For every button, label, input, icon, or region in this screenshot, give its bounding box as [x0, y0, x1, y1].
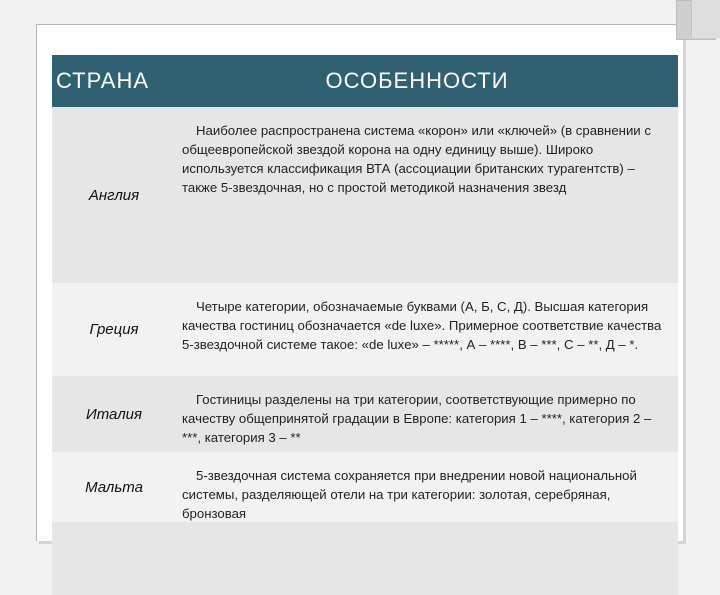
table-row — [52, 376, 678, 452]
table-row-empty — [52, 522, 678, 595]
features-text: Гостиницы разделены на три категории, соответствующие примерно по качеству общепринятой градации в Европе: категория 1 – ****, категория 2 – ***, категория 3 – ** — [182, 392, 652, 445]
hotel-classification-table — [52, 55, 678, 595]
header-features: ОСОБЕННОСТИ — [325, 68, 509, 93]
table-row — [52, 452, 678, 522]
features-cell — [176, 283, 678, 376]
country-name: Италия — [85, 405, 143, 423]
empty-cell — [176, 522, 678, 595]
country-name: Греция — [89, 321, 139, 338]
table-header-row — [52, 55, 678, 107]
features-text: Четыре категории, обозначаемые буквами (А, Б, С, Д). Высшая категория качества гостиниц обозначается «de luxe». Примерное соответствие качества 5-звездочной системе такое: «de luxe» – *****, А – ****, В – ***, С – **, Д – *. — [182, 299, 662, 352]
country-cell — [52, 283, 176, 376]
corner-square-front — [691, 0, 720, 38]
features-cell — [176, 452, 678, 522]
table-row — [52, 283, 678, 376]
corner-decoration — [676, 0, 720, 44]
table-row — [52, 107, 678, 283]
country-name: Мальта — [85, 478, 143, 496]
country-cell — [52, 107, 176, 283]
features-text: 5-звездочная система сохраняется при внедрении новой национальной системы, разделяющей отели на три категории: золотая, серебряная, бронзовая — [182, 468, 637, 521]
empty-cell — [52, 522, 176, 595]
country-name: Англия — [88, 186, 140, 204]
header-country: СТРАНА — [56, 68, 150, 93]
features-cell — [176, 107, 678, 283]
features-cell — [176, 376, 678, 452]
features-text: Наиболее распространена система «корон» или «ключей» (в сравнении с общеевропейской звездой корона на одну единицу выше). Широко используется классификация ВТА (ассоциации британских турагентств) – также 5-звездочная, но с простой методикой назначения звезд — [182, 123, 651, 195]
country-cell — [52, 452, 176, 522]
country-cell — [52, 376, 176, 452]
